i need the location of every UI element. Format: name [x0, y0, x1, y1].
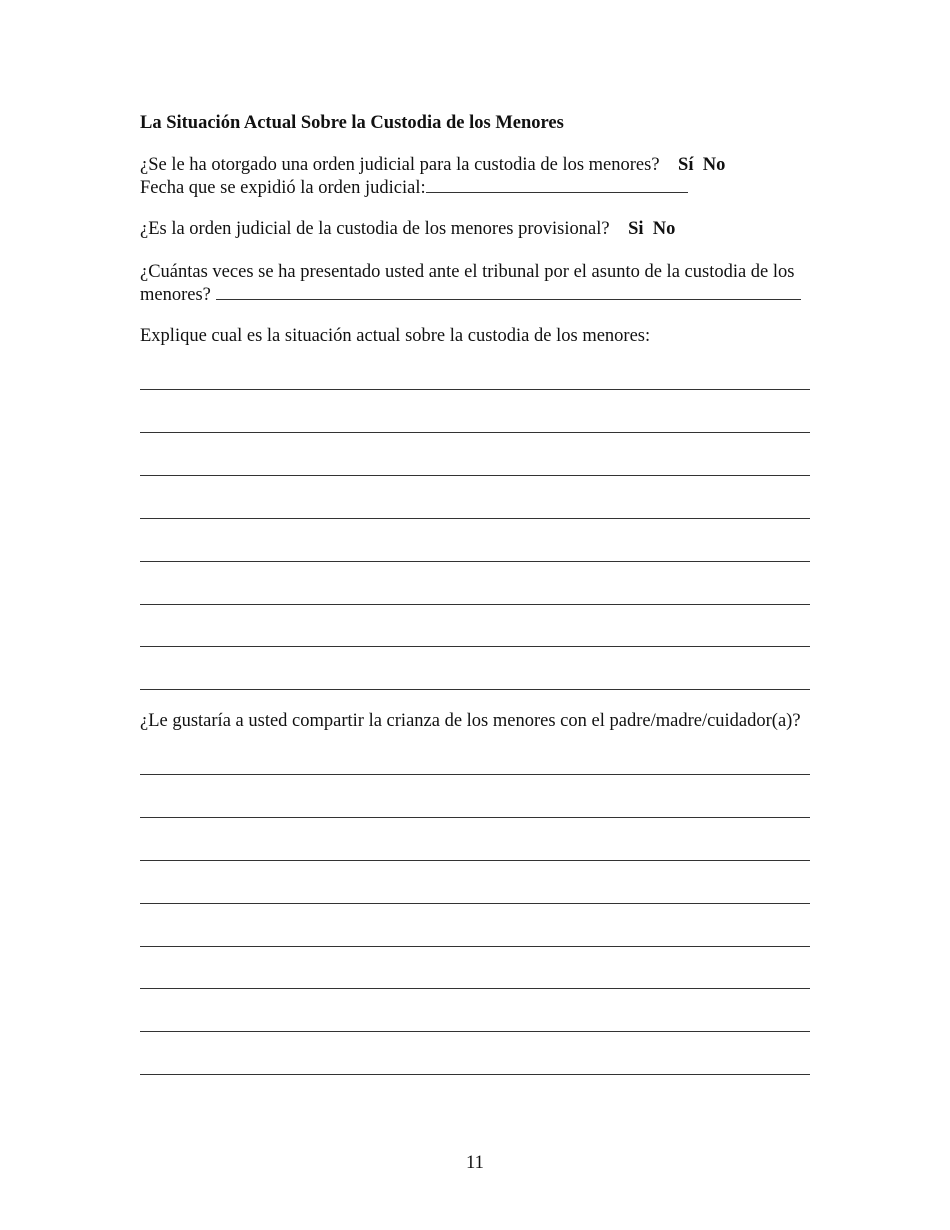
answer-line [140, 903, 810, 904]
order-date-label: Fecha que se expidió la orden judicial: [140, 178, 426, 198]
answer-line [140, 988, 810, 989]
order-granted-yes-option[interactable]: Sí [678, 155, 694, 175]
provisional-yes-option[interactable]: Si [628, 219, 644, 239]
provisional-no-option[interactable]: No [652, 219, 676, 239]
answer-line [140, 817, 810, 818]
order-granted-question [140, 156, 725, 175]
answer-line [140, 1074, 810, 1075]
order-date-question [140, 178, 688, 198]
provisional-question [140, 220, 675, 239]
section-title: La Situación Actual Sobre la Custodia de los Menores [140, 113, 564, 133]
order-date-field[interactable] [426, 178, 688, 193]
court-times-label: menores? [140, 285, 211, 305]
page-number: 11 [466, 1153, 484, 1173]
answer-line [140, 518, 810, 519]
answer-line [140, 689, 810, 690]
answer-line [140, 432, 810, 433]
answer-line [140, 1031, 810, 1032]
explain-answer-area[interactable] [140, 347, 810, 389]
provisional-label: ¿Es la orden judicial de la custodia de los menores provisional? [140, 219, 610, 239]
share-parenting-question: ¿Le gustaría a usted compartir la crianza de los menores con el padre/madre/cuidador(a)? [140, 711, 801, 731]
share-parenting-answer-area[interactable] [140, 732, 810, 774]
court-times-question-line1: ¿Cuántas veces se ha presentado usted ante el tribunal por el asunto de la custodia de los [140, 262, 795, 282]
explain-question: Explique cual es la situación actual sobre la custodia de los menores: [140, 326, 651, 346]
answer-line [140, 561, 810, 562]
answer-line [140, 475, 810, 476]
answer-line [140, 946, 810, 947]
answer-line [140, 389, 810, 390]
answer-line [140, 774, 810, 775]
court-times-question-line2 [140, 285, 801, 305]
order-granted-label: ¿Se le ha otorgado una orden judicial para la custodia de los menores? [140, 155, 660, 175]
answer-line [140, 646, 810, 647]
order-granted-no-option[interactable]: No [702, 155, 726, 175]
answer-line [140, 604, 810, 605]
court-times-field[interactable] [216, 285, 801, 300]
answer-line [140, 860, 810, 861]
